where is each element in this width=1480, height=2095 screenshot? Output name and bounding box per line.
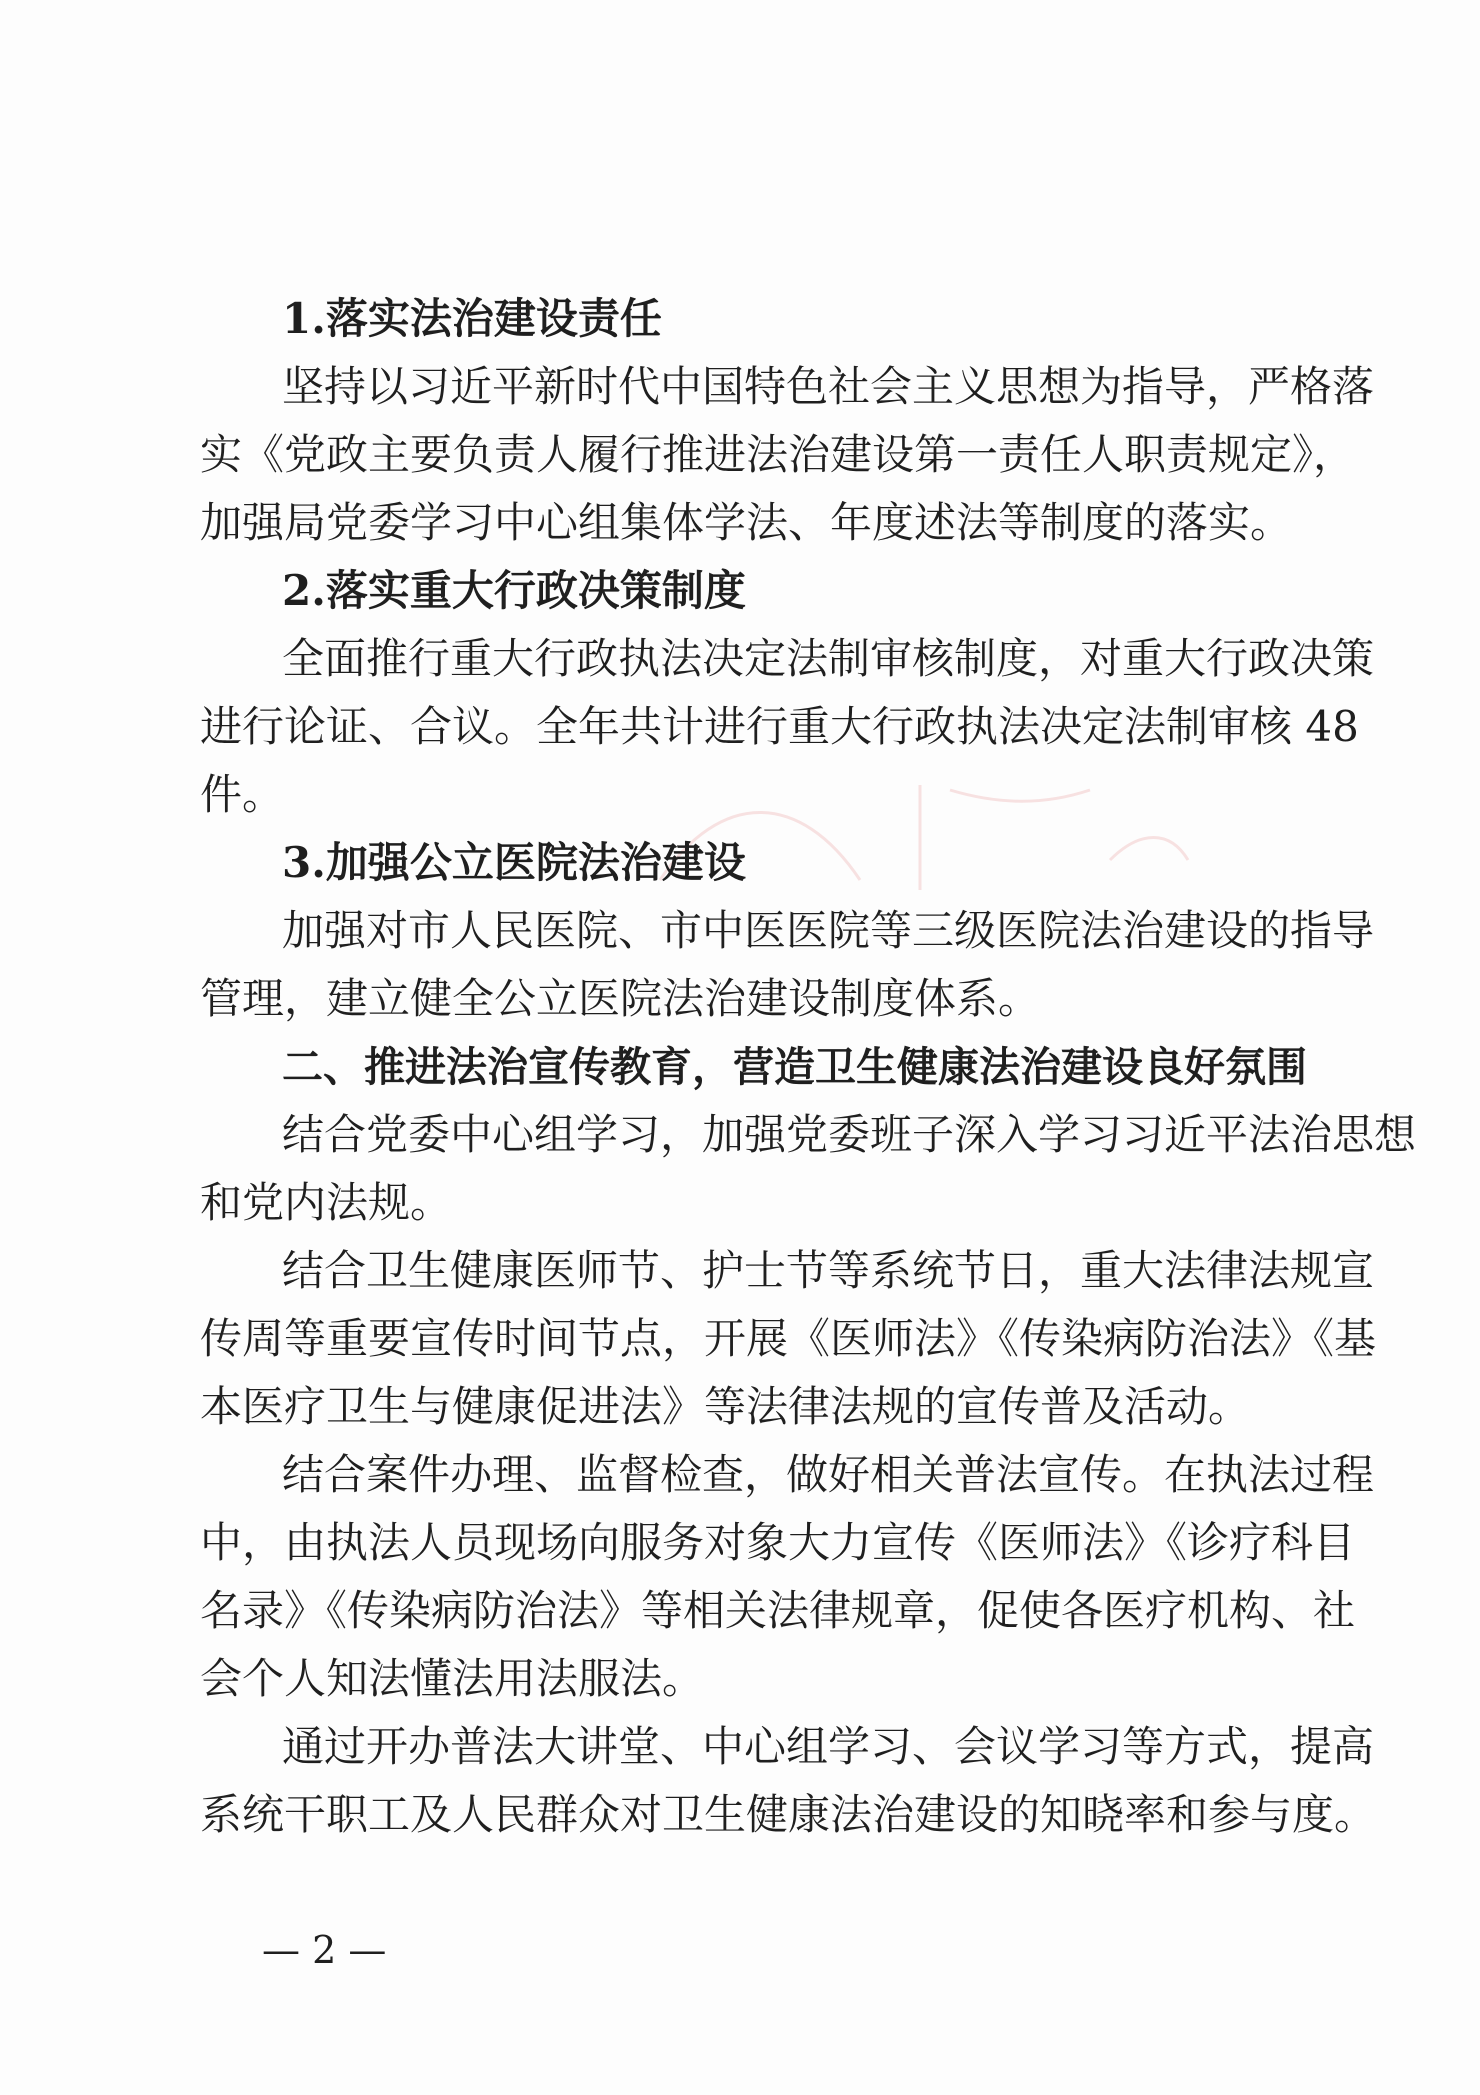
section-heading-3: 3.加强公立医院法治建设	[282, 838, 746, 887]
chapter-heading: 二、推进法治宣传教育，营造卫生健康法治建设良好氛围	[282, 1043, 1307, 1091]
paragraph-line: 本医疗卫生与健康促进法》等法律法规的宣传普及活动。	[200, 1382, 1251, 1431]
paragraph-line: 通过开办普法大讲堂、中心组学习、会议学习等方式，提高	[282, 1722, 1375, 1771]
paragraph-line: 加强对市人民医院、市中医医院等三级医院法治建设的指导	[282, 906, 1375, 955]
paragraph-line: 系统干职工及人民群众对卫生健康法治建设的知晓率和参与度。	[200, 1790, 1377, 1839]
paragraph-line: 件。	[200, 770, 285, 819]
paragraph-line: 全面推行重大行政执法决定法制审核制度，对重大行政决策	[282, 634, 1375, 683]
paragraph-line: 进行论证、合议。全年共计进行重大行政执法决定法制审核 48	[200, 702, 1359, 751]
paragraph-line: 坚持以习近平新时代中国特色社会主义思想为指导，严格落	[282, 362, 1375, 411]
paragraph-line: 加强局党委学习中心组集体学法、年度述法等制度的落实。	[200, 498, 1293, 547]
paragraph-line: 传周等重要宣传时间节点，开展《医师法》《传染病防治法》《基	[200, 1314, 1377, 1363]
paragraph-line: 结合卫生健康医师节、护士节等系统节日，重大法律法规宣	[282, 1246, 1375, 1295]
paragraph-line: 中，由执法人员现场向服务对象大力宣传《医师法》《诊疗科目	[200, 1518, 1356, 1567]
section-heading-1: 1.落实法治建设责任	[282, 294, 662, 343]
paragraph-line: 实《党政主要负责人履行推进法治建设第一责任人职责规定》，	[200, 430, 1356, 479]
section-heading-2: 2.落实重大行政决策制度	[282, 566, 746, 615]
page-number: — 2 —	[262, 1928, 387, 1972]
paragraph-line: 结合党委中心组学习，加强党委班子深入学习习近平法治思想	[282, 1110, 1417, 1159]
paragraph-line: 和党内法规。	[200, 1178, 453, 1227]
paragraph-line: 会个人知法懂法用法服法。	[200, 1654, 705, 1703]
paragraph-line: 结合案件办理、监督检查，做好相关普法宣传。在执法过程	[282, 1450, 1375, 1499]
paragraph-line: 名录》《传染病防治法》等相关法律规章，促使各医疗机构、社	[200, 1586, 1356, 1635]
paragraph-line: 管理，建立健全公立医院法治建设制度体系。	[200, 974, 1041, 1023]
